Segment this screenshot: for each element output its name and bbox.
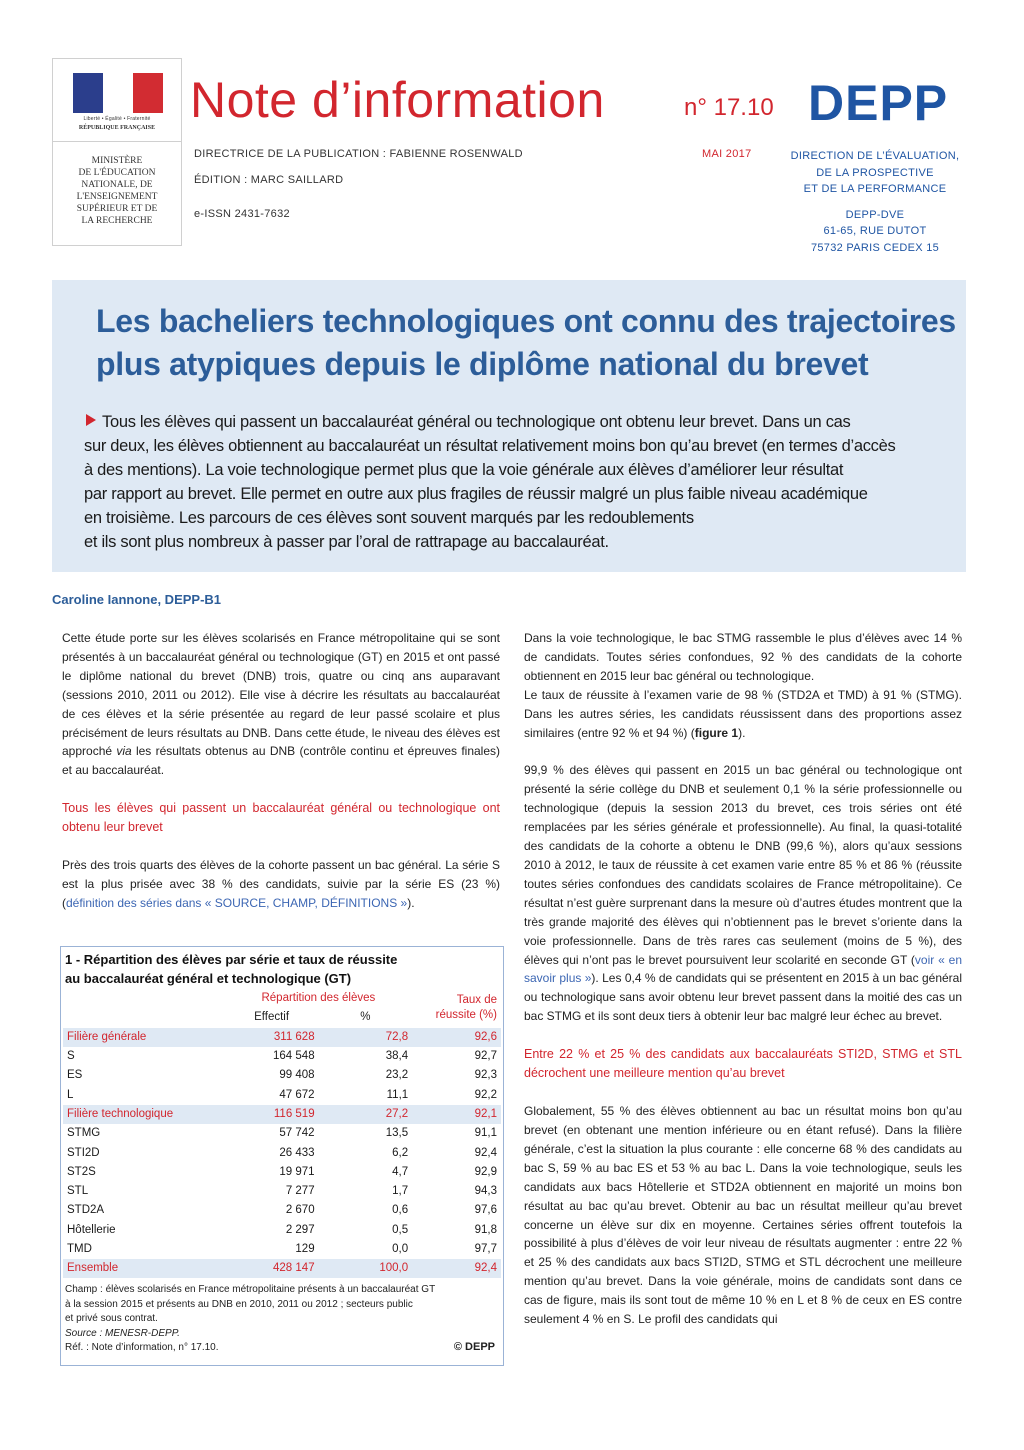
abstract-line: Tous les élèves qui passent un baccalauréat général ou technologique ont obtenu leur brevet. Dans un cas xyxy=(102,413,851,431)
table-row: ES 99 408 23,2 92,3 xyxy=(67,1069,497,1082)
note-source: Source : MENESR-DEPP. xyxy=(65,1327,180,1339)
abstract-line: sur deux, les élèves obtiennent au baccalauréat un résultat relativement moins bon qu’au brevet (en termes d’accès xyxy=(84,437,896,455)
note-line: Champ : élèves scolarisés en France métropolitaine présents à un baccalauréat GT xyxy=(65,1284,436,1295)
figure-1 xyxy=(60,946,504,1366)
table-row: S 164 548 38,4 92,7 xyxy=(67,1050,497,1063)
paragraph: 99,9 % des élèves qui passent en 2015 un bac général ou technologique ont présenté la série collège du DNB et seulement 0,1 % la série professionnelle ou technologique (depuis la session 2013 du brevet, ces trois séries ont été remplacées par les séries générale et professionnelle). Au final, la quasi-totalité des candidats de la cohorte a obtenu le DNB (99,6 %), alors qu’aux sessions 2010 à 2012, le taux de réussite à cet examen varie entre 85 % et 86 % (réussite toutes séries confondues des candidats scolaires de France métropolitaine). Ce résultat n’est guère surprenant dans la mesure où d’autres études montrent que la très grande majorité des élèves qui n’obtiennent pas le brevet s’oriente dans la voie professionnelle. Dans de très rares cas seulement (moins de 5 %), des élèves qui n’ont pas le brevet poursuivent leur scolarité en seconde GT (voir « en savoir plus »). Les 0,4 % de candidats qui se présentent en 2015 à un bac général ou technologique sans avoir obtenu leur brevet passent dans la moitié des cas un bac STMG et ils sont deux tiers à obtenir leur bac malgré leur échec au brevet. xyxy=(524,763,962,1024)
column-header-taux: Taux de réussite (%) xyxy=(435,994,497,1022)
table-row: ST2S 19 971 4,7 92,9 xyxy=(67,1165,497,1178)
paragraph: Dans la voie technologique, le bac STMG rassemble le plus d’élèves avec 14 % de candidats. Toutes séries confondues, 92 % des candidats de la cohorte obtiennent en 2015 leur bac général ou technologique. xyxy=(524,631,962,683)
paragraph: Globalement, 55 % des élèves obtiennent au bac un résultat moins bon qu’au brevet (en obtenant une mention inférieure ou en étant refusé). Dans la filière générale, c’est la situation la plus courante : elle concerne 68 % des candidats au bac S, 59 % au bac ES et 53 % au bac L. Dans la voie technologique, seuls les candidats aux bacs Hôtellerie et STD2A obtiennent en majorité un moins bon résultat au bac qu’au brevet. Obtenir au bac un résultat meilleur qu’au brevet concerne un élève sur dix en moyenne. Certaines séries offrent toutefois la possibilité à plus d’élèves de voir leur niveau de résultats augmenter : entre 22 % et 25 % des candidats aux bacs STI2D, STMG et STL décrochent une meilleure mention qu’au brevet. Dans la voie générale, moins de candidats sont dans ce cas de figure, mais ils sont tout de même 10 % en L et 8 % de ceux en ES contre seulement 4 % en S. Le profil des candidats qui xyxy=(524,1104,962,1327)
abstract-line: par rapport au brevet. Elle permet en outre aux plus fragiles de réussir malgré un plus faible niveau académique xyxy=(84,485,868,503)
abstract-line: en troisième. Les parcours de ces élèves sont souvent marqués par les redoublements xyxy=(84,509,694,527)
body-column-left xyxy=(62,629,500,913)
paragraph: Près des trois quarts des élèves de la cohorte passent un bac général. La série S est la plus prisée avec 38 % des candidats, suivie par la série ES (23 %) (définition des séries dans « SOURCE, CHAMP, DÉFINITIONS »). xyxy=(62,858,500,911)
article-headline xyxy=(96,300,966,386)
publication-date: MAI 2017 xyxy=(702,148,752,160)
en-savoir-plus-link[interactable]: voir « en savoir plus » xyxy=(524,952,962,986)
note-line: à la session 2015 et présents au DNB en 2010, 2011 ou 2012 ; secteurs public xyxy=(65,1298,413,1310)
column-header-effectif: Effectif xyxy=(254,1011,290,1024)
article-abstract xyxy=(84,410,958,554)
table-row: TMD 129 0,0 97,7 xyxy=(67,1243,497,1255)
table-row: Ensemble 428 147 100,0 92,4 xyxy=(63,1259,501,1278)
logo-motto: Liberté • Égalité • Fraternité xyxy=(83,116,151,122)
table-row: Hôtellerie 2 297 0,5 91,8 xyxy=(67,1223,497,1236)
paragraph: Cette étude porte sur les élèves scolarisés en France métropolitaine qui se sont présentés à un baccalauréat général ou technologique (GT) en 2015 et ont passé le diplôme national du brevet (DNB) trois, quatre ou cinq ans auparavant (sessions 2010, 2011 ou 2012). Elle vise à décrire les résultats au baccalauréat de ces élèves et la série présentée au regard de leur passé scolaire et plus précisément de leurs résultats au DNB. Dans cette étude, le niveau des élèves est approché via les résultats obtenus au DNB (contrôle continu et épreuves finales) et au baccalauréat. xyxy=(62,631,501,778)
arrow-right-icon xyxy=(86,414,96,426)
depp-address xyxy=(780,148,970,256)
table-row: STI2D 26 433 6,2 92,4 xyxy=(67,1146,497,1159)
note-line: et privé sous contrat. xyxy=(65,1313,158,1324)
address-line: 75732 PARIS CEDEX 15 xyxy=(810,241,940,254)
figure-1-ref: figure 1 xyxy=(694,725,739,740)
table-row: STD2A 2 670 0,6 97,6 xyxy=(67,1204,497,1217)
body-column-right xyxy=(524,629,962,1329)
abstract-line: et ils sont plus nombreux à passer par l’oral de rattrapage au baccalauréat. xyxy=(84,533,609,551)
address-line: DEPP-DVE xyxy=(845,208,905,221)
column-group-header: Répartition des élèves xyxy=(261,992,376,1005)
headline-line: plus atypiques depuis le diplôme national du brevet xyxy=(96,346,869,382)
publication-director: DIRECTRICE DE LA PUBLICATION : FABIENNE ROSENWALD xyxy=(194,148,523,160)
figure-credit: © DEPP xyxy=(453,1341,495,1353)
paragraph: Le taux de réussite à l’examen varie de 98 % (STD2A et TMD) à 91 % (STMG). Dans les autres séries, les candidats réussissent dans des proportions assez similaires (entre 92 % et 94 %) (figure 1). xyxy=(524,687,962,740)
publication-title: Note d’information xyxy=(190,72,605,128)
issn: e-ISSN 2431-7632 xyxy=(194,208,290,220)
address-line: ET DE LA PERFORMANCE xyxy=(803,183,947,195)
address-line: 61-65, RUE DUTOT xyxy=(823,225,927,237)
french-flag-icon xyxy=(73,73,163,113)
ministry-logo xyxy=(52,58,182,246)
note-ref: Réf. : Note d’information, n° 17.10. xyxy=(65,1342,219,1353)
logo-republique: RÉPUBLIQUE FRANÇAISE xyxy=(78,125,156,131)
definitions-link[interactable]: définition des séries dans « SOURCE, CHAMP, DÉFINITIONS » xyxy=(66,896,408,911)
table-row: Filière technologique 116 519 27,2 92,1 xyxy=(63,1105,501,1124)
table-row: STL 7 277 1,7 94,3 xyxy=(67,1185,497,1198)
section-subhead: Tous les élèves qui passent un baccalauréat général ou technologique ont obtenu leur brevet xyxy=(62,801,500,835)
ministry-name: MINISTÈRE DE L'ÉDUCATION NATIONALE, DE L'ENSEIGNEMENT SUPÉRIEUR ET DE LA RECHERCHE xyxy=(76,156,158,226)
figure-table xyxy=(63,989,501,1278)
figure-notes xyxy=(65,1283,495,1356)
abstract-line: à des mentions). La voie technologique permet plus que la voie générale aux élèves d’améliorer leur résultat xyxy=(84,461,844,479)
edition-credit: ÉDITION : MARC SAILLARD xyxy=(194,174,344,186)
headline-line: Les bacheliers technologiques ont connu des trajectoires xyxy=(96,303,956,339)
section-subhead: Entre 22 % et 25 % des candidats aux baccalauréats STI2D, STMG et STL décrochent une meilleure mention qu’au brevet xyxy=(524,1047,962,1081)
marianne-logo xyxy=(53,59,181,142)
depp-brand: DEPP xyxy=(808,75,949,131)
author: Caroline Iannone, DEPP-B1 xyxy=(52,592,222,607)
column-header-pct: % xyxy=(360,1011,371,1024)
address-line: DE LA PROSPECTIVE xyxy=(816,166,934,179)
table-row: L 47 672 11,1 92,2 xyxy=(67,1088,497,1101)
table-row: STMG 57 742 13,5 91,1 xyxy=(67,1127,497,1140)
address-line: DIRECTION DE L’ÉVALUATION, xyxy=(790,150,960,162)
table-row: Filière générale 311 628 72,8 92,6 xyxy=(63,1028,501,1047)
figure-title: 1 - Répartition des élèves par série et taux de réussite au baccalauréat général et technologique (GT) xyxy=(65,952,398,986)
issue-number: n° 17.10 xyxy=(684,94,774,121)
